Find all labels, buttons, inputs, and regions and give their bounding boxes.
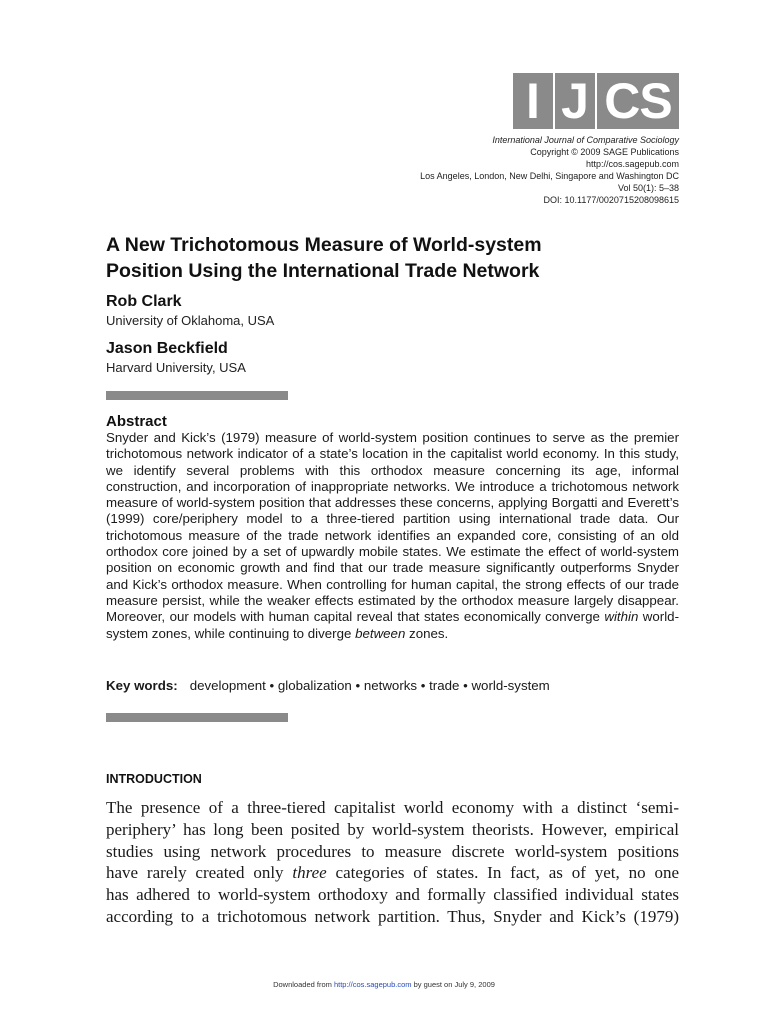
- intro-line-2: periphery’ has long been posited by world-system theorists. However, empirical: [106, 819, 679, 839]
- journal-copyright: Copyright © 2009 SAGE Publications: [530, 147, 679, 157]
- abstract-body: [106, 430, 679, 642]
- keywords: [106, 678, 550, 693]
- logo-letter-j: J: [555, 73, 595, 129]
- logo-letters-cs: CS: [597, 73, 679, 129]
- intro-emphasis-three: three: [292, 863, 327, 883]
- intro-line-4b: categories of states. In fact, as of yet, no one: [326, 863, 679, 883]
- author-name-1: Rob Clark: [106, 293, 182, 310]
- keywords-label: Key words:: [106, 678, 178, 693]
- keywords-list: development • globalization • networks • trade • world-system: [189, 678, 550, 693]
- abstract-emphasis-within: within: [604, 609, 639, 625]
- footer-suffix: by guest on July 9, 2009: [411, 980, 495, 989]
- intro-line-5: has adhered to world-system orthodoxy and formally classified individual states: [106, 885, 679, 905]
- abstract-heading: Abstract: [106, 413, 167, 430]
- journal-info: [420, 134, 679, 206]
- section-rule-top: [106, 391, 288, 400]
- journal-volume: Vol 50(1): 5–38: [617, 183, 679, 193]
- section-rule-bottom: [106, 713, 288, 722]
- journal-logo: [513, 73, 679, 129]
- article-title: [106, 232, 666, 284]
- footer-prefix: Downloaded from: [273, 980, 334, 989]
- author-name-2: Jason Beckfield: [106, 340, 228, 357]
- download-footer: [0, 980, 768, 989]
- intro-line-1: The presence of a three-tiered capitalist world economy with a distinct ‘semi-: [106, 798, 679, 817]
- journal-url[interactable]: http://cos.sagepub.com: [585, 159, 679, 169]
- title-line-2: Position Using the International Trade Network: [106, 260, 540, 282]
- introduction-body: [106, 797, 679, 928]
- abstract-emphasis-between: between: [355, 625, 406, 641]
- intro-line-4: [106, 862, 679, 884]
- intro-line-3: studies using network procedures to measure discrete world-system positions: [106, 841, 679, 861]
- intro-line-6: according to a trichotomous network partition. Thus, Snyder and Kick’s (1979): [106, 906, 679, 926]
- intro-line-4a: have rarely created only: [106, 863, 293, 883]
- journal-name: International Journal of Comparative Sociology: [492, 135, 679, 145]
- journal-doi: DOI: 10.1177/0020715208098615: [543, 195, 679, 205]
- abstract-text-end: zones.: [405, 625, 449, 641]
- abstract-text-main: Snyder and Kick’s (1979) measure of world-system position continues to serve as the premier trichotomous network indicator of a state’s location in the capitalist world economy. In this study, we identify several problems with this orthodox measure concerning its age, informal construction, and incorporation of inappropriate networks. We introduce a trichotomous network measure of world-system position that addresses these concerns, applying Borgatti and Everett’s (1999) core/periphery model to a three-tiered partition using international trade data. Our trichotomous measure of the trade network identifies an expanded core, consisting of an old orthodox core joined by a set of upwardly mobile states. We estimate the effect of world-system position on economic growth and find that our trade measure significantly outperforms Snyder and Kick’s orthodox measure. When controlling for human capital, the strong effects of our trade measure persist, while the weaker effects estimated by the orthodox measure largely disappear. Moreover, our models with human capital reveal that states economically converge: [106, 430, 679, 625]
- author-affiliation-1: University of Oklahoma, USA: [106, 313, 275, 328]
- footer-link[interactable]: http://cos.sagepub.com: [333, 980, 412, 989]
- logo-letter-i: I: [513, 73, 553, 129]
- journal-locations: Los Angeles, London, New Delhi, Singapore and Washington DC: [420, 171, 679, 181]
- introduction-heading: INTRODUCTION: [106, 772, 202, 786]
- abstract-text-mid: world-system zones, while continuing to diverge: [106, 609, 679, 641]
- title-line-1: A New Trichotomous Measure of World-system: [106, 234, 542, 256]
- author-affiliation-2: Harvard University, USA: [106, 360, 246, 375]
